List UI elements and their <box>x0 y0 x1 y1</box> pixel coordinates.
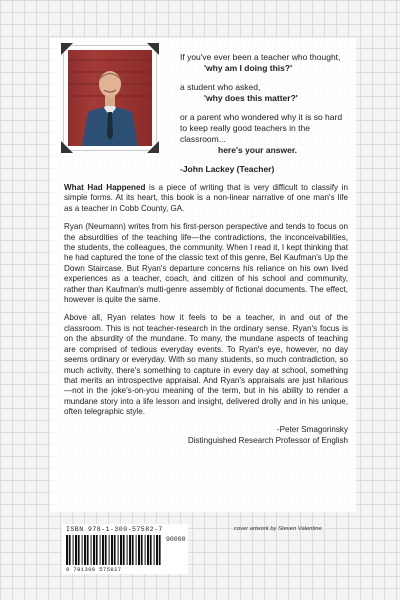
author-photo-frame <box>64 46 156 150</box>
price-code: 90000 <box>166 536 186 543</box>
quote-line-2: a student who asked, 'why does this matter?' <box>180 82 350 104</box>
description-paragraph-1: What Had Happened is a piece of writing that is very difficult to classify in simple forms. At its heart, this book is a non-linear narrative of one man's life as a teacher in Cobb County, GA. <box>64 183 348 213</box>
endorsement-quote <box>180 52 350 183</box>
isbn-barcode <box>62 524 188 574</box>
quote-line-1: If you've ever been a teacher who thought, 'why am I doing this?' <box>180 52 350 74</box>
quote-emphasis: here's your answer. <box>218 145 298 155</box>
author-photo <box>68 50 152 146</box>
reviewer-name: -Peter Smagorinsky <box>276 425 348 434</box>
quote-emphasis: 'why am I doing this?' <box>204 63 293 73</box>
barcode-bars-icon <box>66 535 162 565</box>
book-description <box>64 183 348 426</box>
cover-artwork-credit: cover artwork by Steven Valentine <box>234 526 322 532</box>
reviewer-title: Distinguished Research Professor of English <box>187 436 348 445</box>
author-portrait-icon <box>68 50 152 146</box>
book-title: What Had Happened <box>64 183 146 192</box>
quote-attribution: -John Lackey (Teacher) <box>180 164 275 174</box>
description-paragraph-2: Ryan (Neumann) writes from his first-person perspective and tends to focus on the absurdities of the teaching life—the contradictions, the inconceivabilities, the students, the colleagues, the community. When I read it, I kept thinking that he had captured the tone of the classic text of this genre, Bel Kaufman's Up the Down Staircase. But Ryan's departure concerns his reliance on his own lived experiences as a teacher, coach, and citizen of his school and community, rather than Kaufman's multi-genre assembly of fictional documents. The effect, however is quite the same. <box>64 222 348 305</box>
barcode-digits: 9 781300 575827 <box>66 566 122 573</box>
description-paragraph-3: Above all, Ryan relates how it feels to be a teacher, in and out of the classroom. This is not teacher-research in the ordinary sense. Ryan's focus is on the absurdity of the mundane. To many, the mundane aspects of teaching are comprised of tedious everyday events. To Ryan's eye, however, no day seems ordinary or everyday. With so many students, so much contradiction, so much activity, there's something to capture in every day at school, something that merits an introspective appraisal. And Ryan's appraisals are just hilarious—not in the joke's-on-you meaning of the term, but in his ability to render a mundane story into a life lesson and insight, delivered drolly and in his unique, often telegraphic style. <box>64 313 348 417</box>
reviewer-signature <box>64 424 348 446</box>
quote-line-3: or a parent who wondered why it is so hard to keep really good teachers in the classroom... here's your answer. <box>180 112 350 156</box>
isbn-text: ISBN 978-1-300-57582-7 <box>66 526 163 533</box>
quote-emphasis: 'why does this matter?' <box>204 93 298 103</box>
